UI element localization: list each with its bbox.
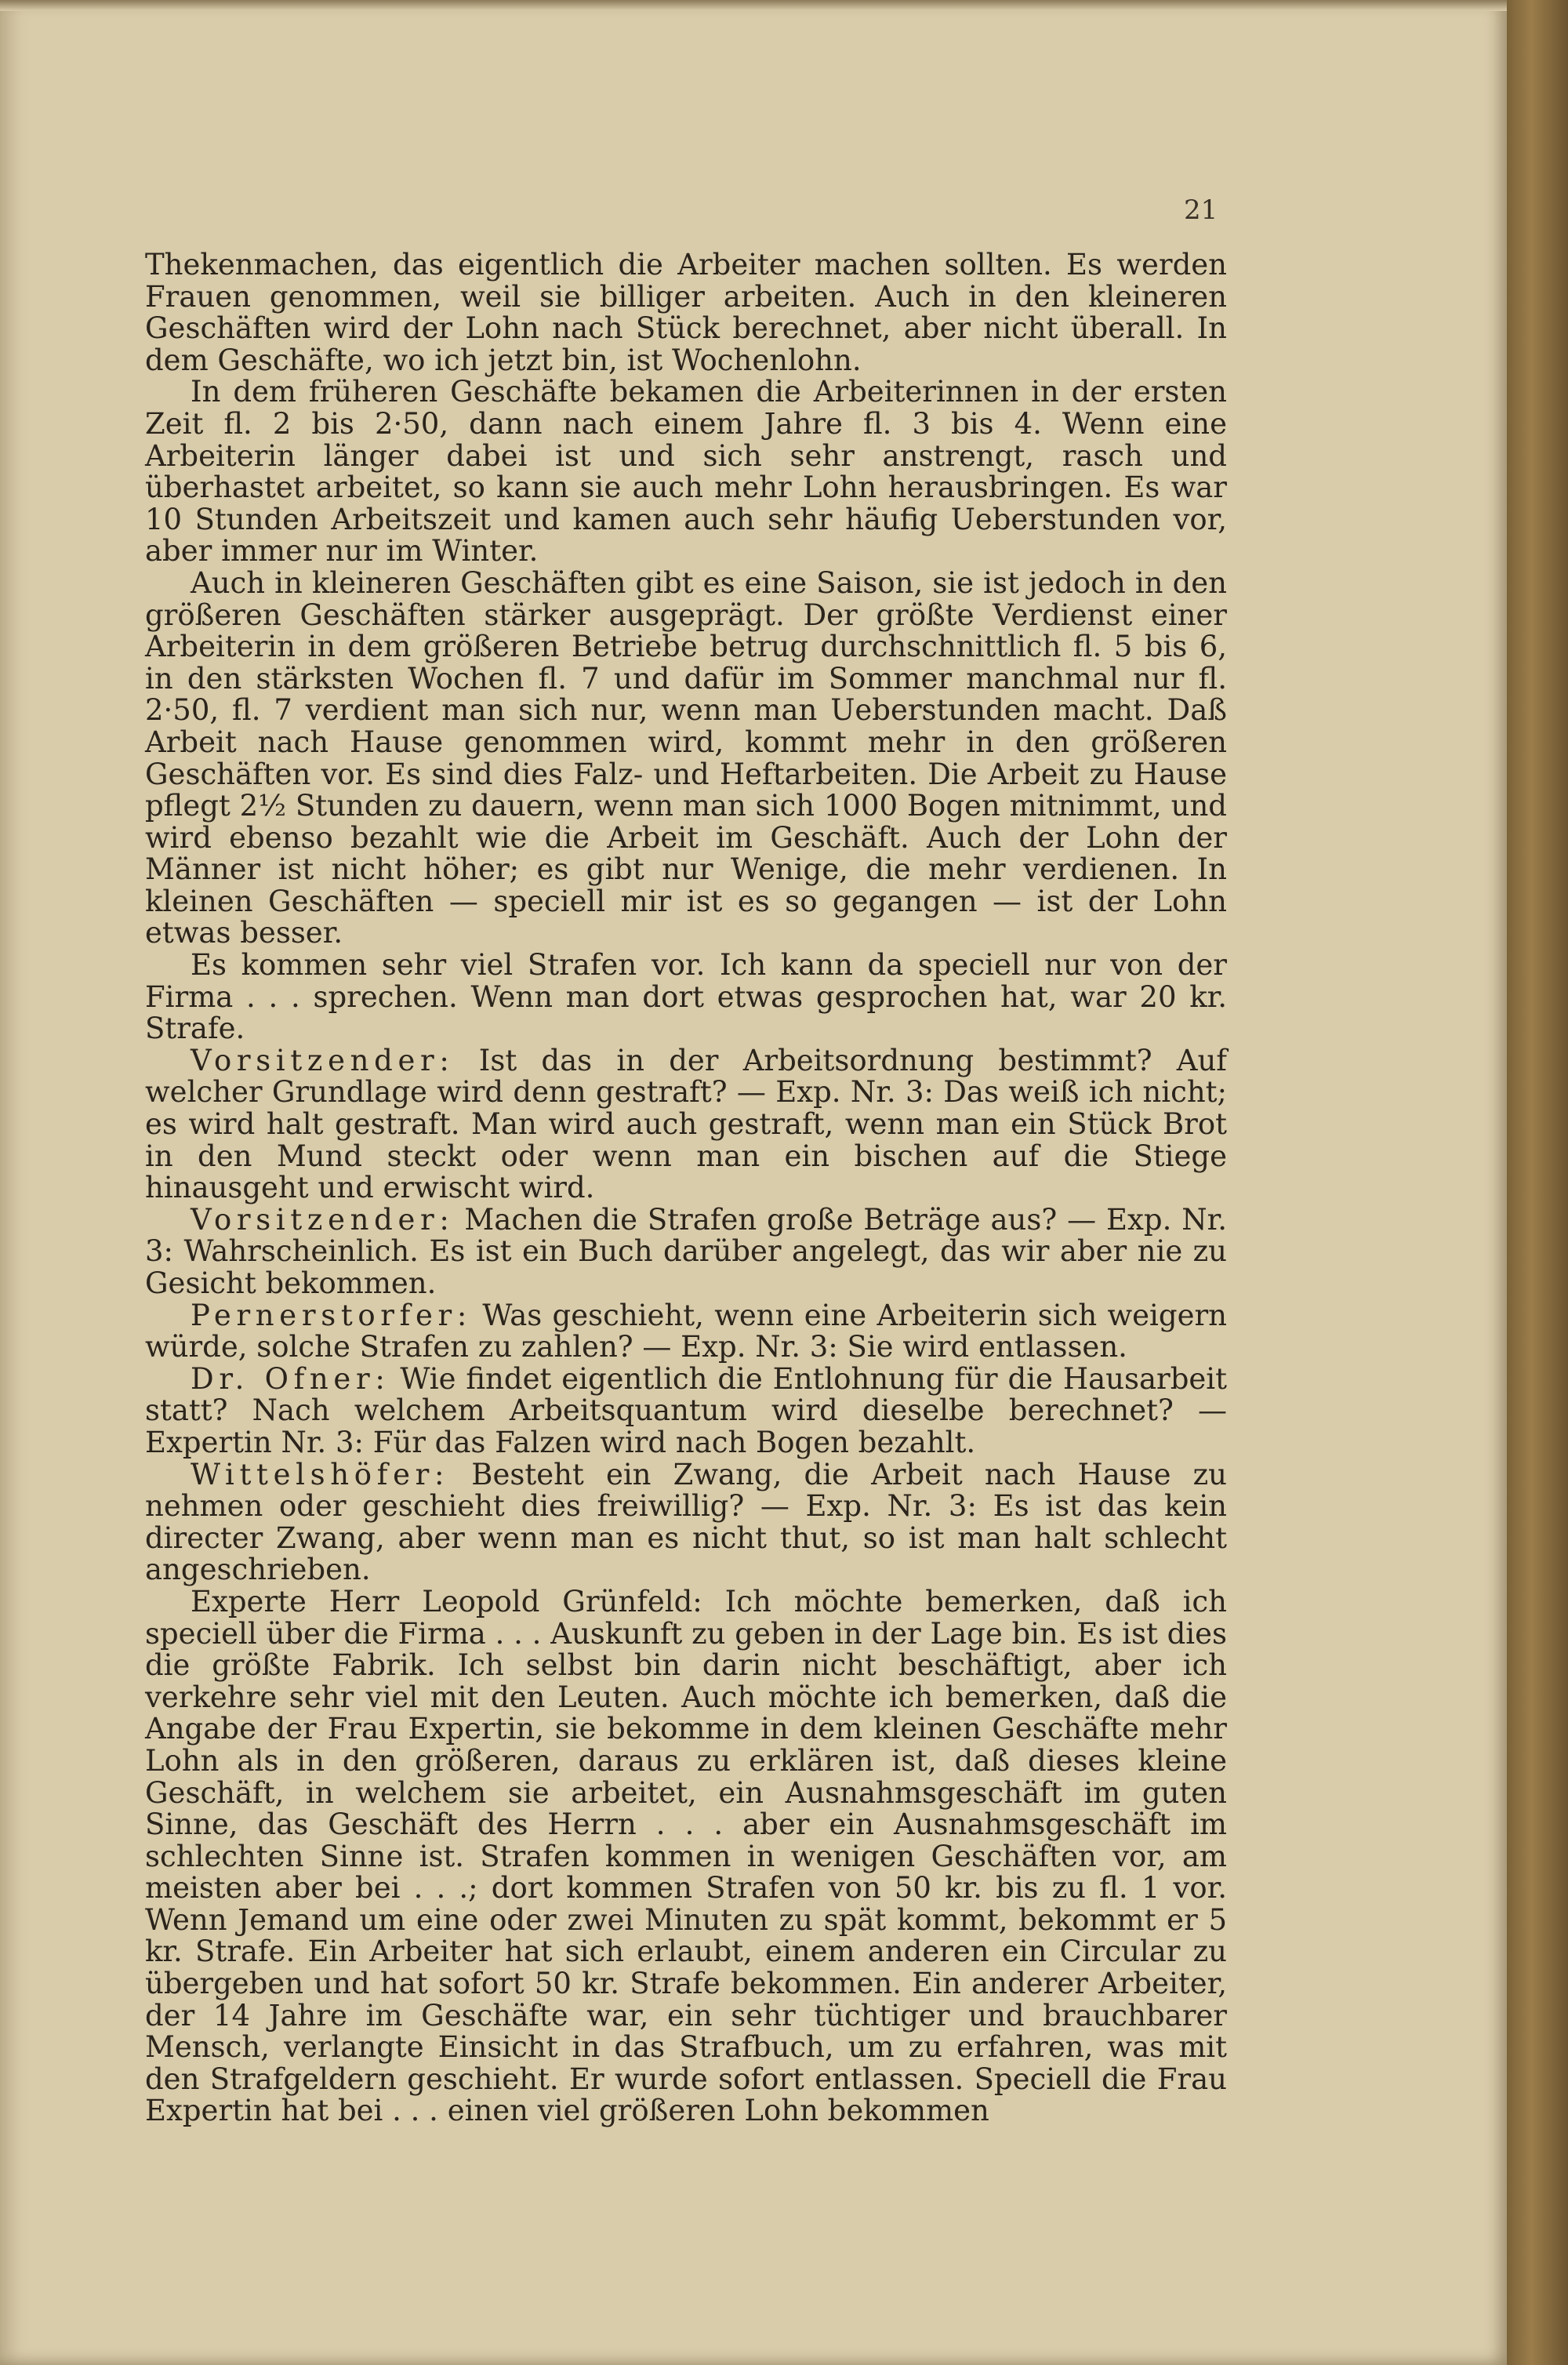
page-number: 21 — [1184, 194, 1218, 226]
dialogue-text: Wie findet eigentlich die Entlohnung für die Hausarbeit statt? Nach welchem Arbeitsquantum wird dieselbe berechnet? — Expertin Nr. 3: Für das Falzen wird nach Bogen bezahlt. — [145, 1361, 1227, 1459]
dialogue-text: Besteht ein Zwang, die Arbeit nach Hause zu nehmen oder geschieht dies freiwillig? — Exp. Nr. 3: Es ist das kein directer Zwang, aber wenn man es nicht thut, so ist man halt schlecht angeschrieben. — [145, 1457, 1227, 1587]
speaker-name: Vorsitzender: — [191, 1043, 455, 1077]
page-top-edge — [0, 0, 1507, 11]
dialogue-entry — [145, 1204, 1227, 1300]
speaker-name: Dr. Ofner: — [191, 1361, 390, 1396]
paragraph: Es kommen sehr viel Strafen vor. Ich kann da speciell nur von der Firma . . . sprechen. Wenn man dort etwas gesprochen hat, war 20 kr. Strafe. — [145, 948, 1227, 1046]
dialogue-text: Ich möchte bemerken, daß ich speciell über die Firma . . . Auskunft zu geben in der Lage bin. Es ist dies die größte Fabrik. Ich selbst bin darin nicht beschäftigt, aber ich verkehre sehr viel mit den Leuten. Auch möchte ich bemerken, daß die Angabe der Frau Expertin, sie bekomme in dem kleinen Geschäfte mehr Lohn als in den größeren, daraus zu erklären ist, daß dieses kleine Geschäft, in welchem sie arbeitet, ein Ausnahmsgeschäft im guten Sinne, das Geschäft des Herrn . . . aber ein Ausnahmsgeschäft im schlechten Sinne ist. Strafen kommen in wenigen Geschäften vor, am meisten aber bei . . .; dort kommen Strafen von 50 kr. bis zu fl. 1 vor. Wenn Jemand um eine oder zwei Minuten zu spät kommt, bekommt er 5 kr. Strafe. Ein Arbeiter hat sich erlaubt, einem anderen ein Circular zu übergeben und hat sofort 50 kr. Strafe bekommen. Ein anderer Arbeiter, der 14 Jahre im Geschäfte war, ein sehr tüchtiger und brauchbarer Mensch, verlangte Einsicht in das Strafbuch, um zu erfahren, was mit den Strafgeldern geschieht. Er wurde sofort entlassen. Speciell die Frau Expertin hat bei . . . einen viel größeren Lohn bekommen — [145, 1584, 1227, 2128]
dialogue-entry — [145, 1586, 1227, 2127]
dialogue-entry — [145, 1459, 1227, 1586]
speaker-name: Pernerstorfer: — [191, 1298, 473, 1332]
dialogue-text: Ist das in der Arbeitsordnung bestimmt? Auf welcher Grundlage wird denn gestraft? — Exp. Nr. 3: Das weiß ich nicht; es wird halt gestraft. Man wird auch gestraft, wenn man ein Stück Brot in den Mund steckt oder wenn man ein bischen auf die Stiege hinausgeht und erwischt wird. — [145, 1043, 1227, 1205]
speaker-name: Wittelshöfer: — [191, 1457, 450, 1491]
dialogue-entry — [145, 1045, 1227, 1204]
dialogue-entry — [145, 1361, 1227, 1459]
speaker-name: Vorsitzender: — [191, 1202, 455, 1237]
speaker-name: Experte Herr Leopold Grünfeld: — [191, 1584, 702, 1618]
paragraph: Auch in kleineren Geschäften gibt es eine Saison, sie ist jedoch in den größeren Geschäften stärker ausgeprägt. Der größte Verdienst einer Arbeiterin in dem größeren Betriebe betrug durchschnittlich fl. 5 bis 6, in den stärksten Wochen fl. 7 und dafür im Sommer manchmal nur fl. 2·50, fl. 7 verdient man sich nur, wenn man Ueberstunden macht. Daß Arbeit nach Hause genommen wird, kommt mehr in den größeren Geschäften vor. Es sind dies Falz- und Heftarbeiten. Die Arbeit zu Hause pflegt 2½ Stunden zu dauern, wenn man sich 1000 Bogen mitnimmt, und wird ebenso bezahlt wie die Arbeit im Geschäft. Auch der Lohn der Männer ist nicht höher; es gibt nur Wenige, die mehr verdienen. In kleinen Geschäften — speciell mir ist es so gegangen — ist der Lohn etwas besser. — [145, 565, 1227, 950]
dialogue-entry — [145, 1300, 1227, 1364]
dialogue-text: Was geschieht, wenn eine Arbeiterin sich weigern würde, solche Strafen zu zahlen? — Exp. Nr. 3: Sie wird entlassen. — [145, 1298, 1227, 1364]
paragraph: In dem früheren Geschäfte bekamen die Arbeiterinnen in der ersten Zeit fl. 2 bis 2·50, dann nach einem Jahre fl. 3 bis 4. Wenn eine Arbeiterin länger dabei ist und sich sehr anstrengt, rasch und überhastet arbeitet, so kann sie auch mehr Lohn herausbringen. Es war 10 Stunden Arbeitszeit und kamen auch sehr häufig Ueberstunden vor, aber immer nur im Winter. — [145, 375, 1227, 569]
dialogue-text: Machen die Strafen große Beträge aus? — Exp. Nr. 3: Wahrscheinlich. Es ist ein Buch darüber angelegt, das wir aber nie zu Gesicht bekommen. — [145, 1202, 1227, 1300]
paragraph: Thekenmachen, das eigentlich die Arbeiter machen sollten. Es werden Frauen genommen, weil sie billiger arbeiten. Auch in den kleineren Geschäften wird der Lohn nach Stück berechnet, aber nicht überall. In dem Geschäfte, wo ich jetzt bin, ist Wochenlohn. — [145, 248, 1227, 377]
body-text — [145, 249, 1227, 2127]
book-cover-edge — [1507, 0, 1568, 2365]
